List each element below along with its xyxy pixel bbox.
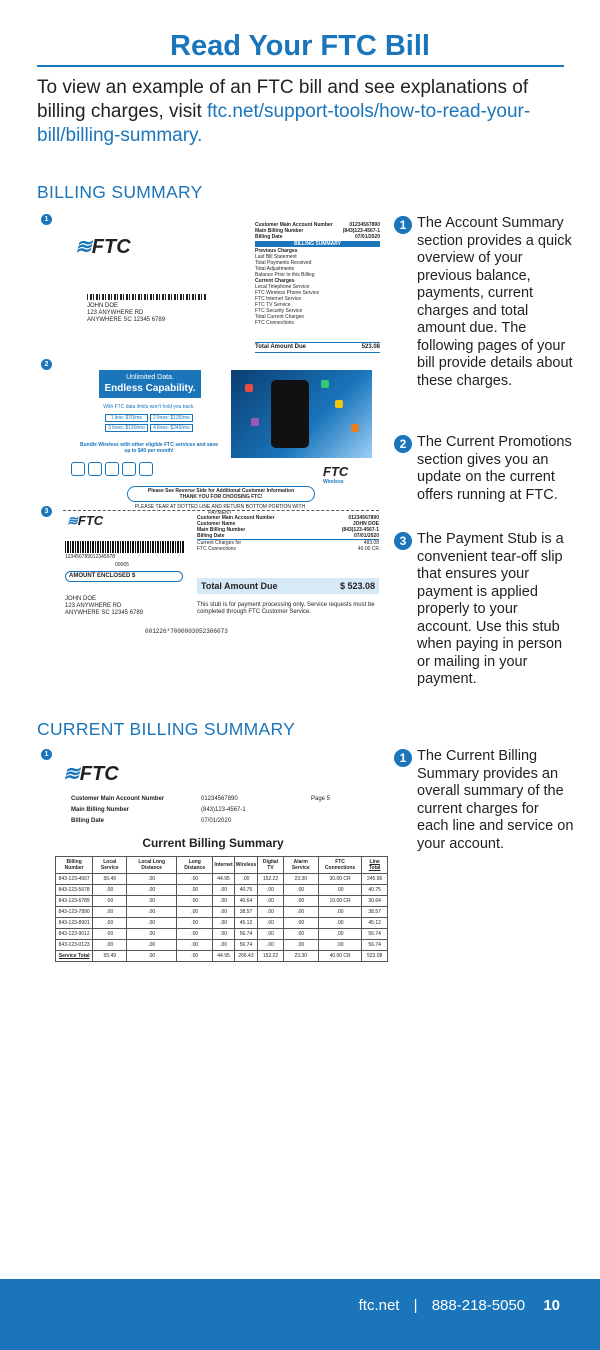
- column-header: Internet: [213, 857, 234, 874]
- current-billing-image: [37, 745, 389, 990]
- promo-banner: Unlimited Data. Endless Capability.: [99, 370, 201, 398]
- table-cell: .00: [127, 951, 177, 962]
- column-header: Wireless: [234, 857, 258, 874]
- phone-device-icon: [271, 380, 309, 448]
- table-cell: 23.30: [283, 874, 318, 885]
- table-cell: 30.00 CR: [318, 874, 362, 885]
- table-cell: 843-123-0123: [56, 940, 93, 951]
- footer-bar: [0, 1279, 600, 1350]
- bill-account-info: Customer Main Account Number 01234567890 Main Billing Number (843)123-4567-1 Billing Date 07/01/2020: [255, 222, 380, 240]
- tear-line: [63, 510, 379, 511]
- bill-total-due: Total Amount Due 523.08: [255, 342, 380, 353]
- table-cell: 245.96: [362, 874, 388, 885]
- table-cell: 40.64: [234, 896, 258, 907]
- reverse-side-note: Please See Reverse Side for Additional Customer Information THANK YOU FOR CHOOSING FTC!: [127, 486, 315, 502]
- app-icon: [251, 418, 259, 426]
- table-cell: .00: [258, 918, 283, 929]
- table-cell: 843-123-4567: [56, 874, 93, 885]
- table-cell: .00: [177, 951, 213, 962]
- bill-marker-2: 2: [41, 359, 52, 370]
- title-rule: [37, 65, 564, 67]
- app-icon: [321, 380, 329, 388]
- table-cell: .00: [213, 885, 234, 896]
- phone-icon: [88, 462, 102, 476]
- table-cell: 55.49: [93, 951, 127, 962]
- smartphone-image: [231, 370, 372, 458]
- table-cell: 56.74: [362, 929, 388, 940]
- table-cell: .00: [318, 885, 362, 896]
- table-cell: .00: [234, 874, 258, 885]
- table-cell: .00: [283, 896, 318, 907]
- promo-panel: [71, 370, 227, 498]
- table-cell: .00: [127, 885, 177, 896]
- table-row: [56, 907, 388, 918]
- table-cell: .00: [213, 940, 234, 951]
- table-cell: .00: [318, 907, 362, 918]
- table-cell: .00: [93, 907, 127, 918]
- table-cell: .00: [258, 896, 283, 907]
- stub-total-due: Total Amount Due $ 523.08: [197, 578, 379, 594]
- billing-summary-bar: BILLING SUMMARY: [255, 241, 380, 247]
- table-cell: .00: [177, 918, 213, 929]
- play-icon: [139, 462, 153, 476]
- tv-icon: [71, 462, 85, 476]
- table-cell: .00: [283, 918, 318, 929]
- item-text: The Current Promotions section gives you an update on the current offers running at FTC.: [417, 434, 572, 503]
- table-row: [56, 918, 388, 929]
- table-cell: .00: [127, 896, 177, 907]
- table-cell: .00: [93, 896, 127, 907]
- table-cell: .00: [93, 885, 127, 896]
- column-header: Billing Number: [56, 857, 93, 874]
- table-cell: .00: [213, 896, 234, 907]
- column-header: Local Service: [93, 857, 127, 874]
- table-cell: .00: [127, 907, 177, 918]
- explanation-item: [394, 531, 574, 689]
- item-number-badge: 1: [394, 749, 412, 767]
- table-cell: .00: [93, 918, 127, 929]
- table-cell: 30.64: [362, 896, 388, 907]
- column-header: Local Long Distance: [127, 857, 177, 874]
- explanation-item: [394, 434, 574, 504]
- table-cell: .00: [127, 929, 177, 940]
- footer-site-link[interactable]: ftc.net: [358, 1297, 400, 1314]
- table-row: [56, 896, 388, 907]
- cbs-ftc-logo-mark-icon: ≋: [63, 763, 80, 785]
- promo-body: With FTC data limits won't hold you back.: [103, 404, 195, 410]
- table-cell: .00: [127, 874, 177, 885]
- tear-off-instructions: PLEASE TEAR AT DOTTED LINE AND RETURN BOTTOM PORTION WITH PAYMENT: [134, 504, 306, 516]
- table-cell: .00: [283, 940, 318, 951]
- current-billing-table: [55, 856, 388, 962]
- table-cell: 45.12: [362, 918, 388, 929]
- bill-summary-lines: Previous Charges Last Bill Statement Total Payments Received Total Adjustments Balance Prior to this Billing Current Charges Local Telephone Service FTC Wireless Phone Service FTC Internet Service FTC TV Service FTC Security Service Total Current Charges FTC Connections: [255, 248, 320, 326]
- table-cell: .00: [177, 907, 213, 918]
- table-cell: 152.22: [258, 951, 283, 962]
- table-cell: .00: [93, 940, 127, 951]
- app-icon: [245, 384, 253, 392]
- table-row: [56, 885, 388, 896]
- stub-ftc-logo: ≋FTC: [67, 513, 104, 528]
- stub-barcode: [65, 541, 185, 553]
- table-cell: .00: [258, 885, 283, 896]
- promo-plans: 1 line: $70/mo 2 lines: $135/mo 3 lines: $190/mo 4 lines: $245/mo: [105, 414, 193, 432]
- explanation-item: [394, 748, 574, 853]
- column-header: Digital TV: [258, 857, 283, 874]
- table-cell: 45.12: [234, 918, 258, 929]
- table-cell: 44.95: [213, 874, 234, 885]
- table-cell: 38.57: [234, 907, 258, 918]
- table-row: [56, 940, 388, 951]
- stub-barcode-number: 123456789012345678: [65, 554, 116, 560]
- footer-text: [359, 1297, 560, 1314]
- table-cell: .00: [258, 940, 283, 951]
- table-cell: 40.75: [234, 885, 258, 896]
- table-cell: .00: [177, 874, 213, 885]
- table-cell: 56.74: [234, 940, 258, 951]
- cbs-table-title: Current Billing Summary: [142, 836, 284, 850]
- table-cell: .00: [213, 918, 234, 929]
- table-cell: .00: [177, 885, 213, 896]
- table-total-row: [56, 951, 388, 962]
- wifi-icon: [122, 462, 136, 476]
- amount-enclosed-field: AMOUNT ENCLOSED $: [65, 571, 183, 582]
- bill-marker-1: 1: [41, 214, 52, 225]
- column-header: Long Distance: [177, 857, 213, 874]
- table-cell: 23.30: [283, 951, 318, 962]
- column-header: Line Total: [362, 857, 388, 874]
- table-row: [56, 929, 388, 940]
- promo-bundle-text: Bundle Wireless with other eligible FTC services and save up to $40 per month!: [79, 442, 219, 454]
- stub-code: 00065: [115, 562, 129, 568]
- table-cell: .00: [127, 918, 177, 929]
- ftc-logo-mark-icon: ≋: [75, 236, 92, 258]
- table-cell: .00: [258, 929, 283, 940]
- table-cell: 523.08: [362, 951, 388, 962]
- table-cell: .00: [177, 929, 213, 940]
- item-number-badge: 3: [394, 532, 412, 550]
- table-cell: .00: [318, 929, 362, 940]
- table-cell: .00: [283, 885, 318, 896]
- page-number: 10: [543, 1297, 560, 1314]
- table-cell: .00: [177, 896, 213, 907]
- bill-marker-3: 3: [41, 506, 52, 517]
- table-cell: 266.43: [234, 951, 258, 962]
- table-cell: 843-123-9012: [56, 929, 93, 940]
- column-header: Alarm Service: [283, 857, 318, 874]
- table-cell: 843-123-6789: [56, 896, 93, 907]
- table-cell: .00: [258, 907, 283, 918]
- table-cell: .00: [93, 929, 127, 940]
- page-title: Read Your FTC Bill: [170, 30, 430, 62]
- column-header: FTC Connections: [318, 857, 362, 874]
- current-billing-summary-heading: CURRENT BILLING SUMMARY: [37, 719, 296, 739]
- security-icon: [105, 462, 119, 476]
- app-icon: [335, 400, 343, 408]
- table-cell: 843-123-5678: [56, 885, 93, 896]
- intro-text: To view an example of an FTC bill and see explanations of billing charges, visit: [37, 77, 529, 122]
- table-header-row: [56, 857, 388, 874]
- postal-barcode: [87, 294, 207, 300]
- table-cell: .00: [283, 907, 318, 918]
- stub-note: This stub is for payment processing only. Service requests must be completed through FTC Customer Service.: [197, 602, 375, 615]
- item-number-badge: 2: [394, 435, 412, 453]
- table-cell: 152.22: [258, 874, 283, 885]
- table-cell: 843-123-7890: [56, 907, 93, 918]
- sample-bill-image: [37, 210, 387, 650]
- footer-separator: |: [413, 1297, 418, 1314]
- stub-customer-address: JOHN DOE 123 ANYWHERE RD ANYWHERE SC 12345 6789: [65, 596, 144, 616]
- table-cell: 44.95: [213, 951, 234, 962]
- ftc-logo: ≋FTC: [75, 236, 131, 258]
- table-cell: .00: [127, 940, 177, 951]
- stub-ftc-logo-mark-icon: ≋: [67, 513, 78, 528]
- table-cell: .00: [283, 929, 318, 940]
- item-text: The Payment Stub is a convenient tear-off slip that ensures your payment is applied properly to your account. Use this stub when paying in person or mailing in your payment.: [417, 531, 564, 687]
- table-cell: 56.74: [234, 929, 258, 940]
- table-cell: 10.00 CR: [318, 896, 362, 907]
- footer-phone: 888-218-5050: [431, 1297, 526, 1314]
- billing-summary-heading: BILLING SUMMARY: [37, 182, 203, 202]
- intro-paragraph: [37, 76, 567, 148]
- ftc-wireless-logo: FTC Wireless: [323, 464, 349, 485]
- scan-line: 001226*7000003052306073: [145, 628, 228, 635]
- table-cell: Service Total: [56, 951, 93, 962]
- item-text: The Account Summary section provides a quick overview of your previous balance, payments, current charges and total amount due. The following pages of your bill provide details about these charges.: [417, 215, 573, 389]
- stub-account-info: Customer Main Account Number 01234567890 Customer Name JOHN DOE Main Billing Number (843)123-4567-1 Billing Date 07/01/2020 Current Charges for 483.08 FTC Connections 40.00 CR: [197, 515, 379, 552]
- table-cell: 38.57: [362, 907, 388, 918]
- table-cell: 40.75: [362, 885, 388, 896]
- table-cell: .00: [213, 929, 234, 940]
- table-cell: .00: [318, 940, 362, 951]
- promo-service-icons: [71, 462, 153, 476]
- table-cell: 56.74: [362, 940, 388, 951]
- table-cell: 40.00 CR: [318, 951, 362, 962]
- item-text: The Current Billing Summary provides an overall summary of the current charges for each line and service on your account.: [417, 748, 574, 852]
- table-row: [56, 874, 388, 885]
- table-cell: 843-123-8901: [56, 918, 93, 929]
- table-cell: 55.49: [93, 874, 127, 885]
- explanation-item: [394, 215, 574, 390]
- cbs-account-info: Customer Main Account Number 01234567890 Page 5 Main Billing Number (843)123-4567-1 Billing Date 07/01/2020: [71, 796, 331, 824]
- cbs-ftc-logo: ≋FTC: [63, 763, 119, 785]
- table-cell: .00: [318, 918, 362, 929]
- item-number-badge: 1: [394, 216, 412, 234]
- app-icon: [351, 424, 359, 432]
- table-cell: .00: [177, 940, 213, 951]
- cbs-marker-1: 1: [41, 749, 52, 760]
- bill-help-link[interactable]: ftc.net/support-tools/how-to-read-your-bill/billing-summary.: [37, 101, 531, 146]
- table-cell: .00: [213, 907, 234, 918]
- bill-customer-address: JOHN DOE 123 ANYWHERE RD ANYWHERE SC 12345 6789: [87, 303, 166, 323]
